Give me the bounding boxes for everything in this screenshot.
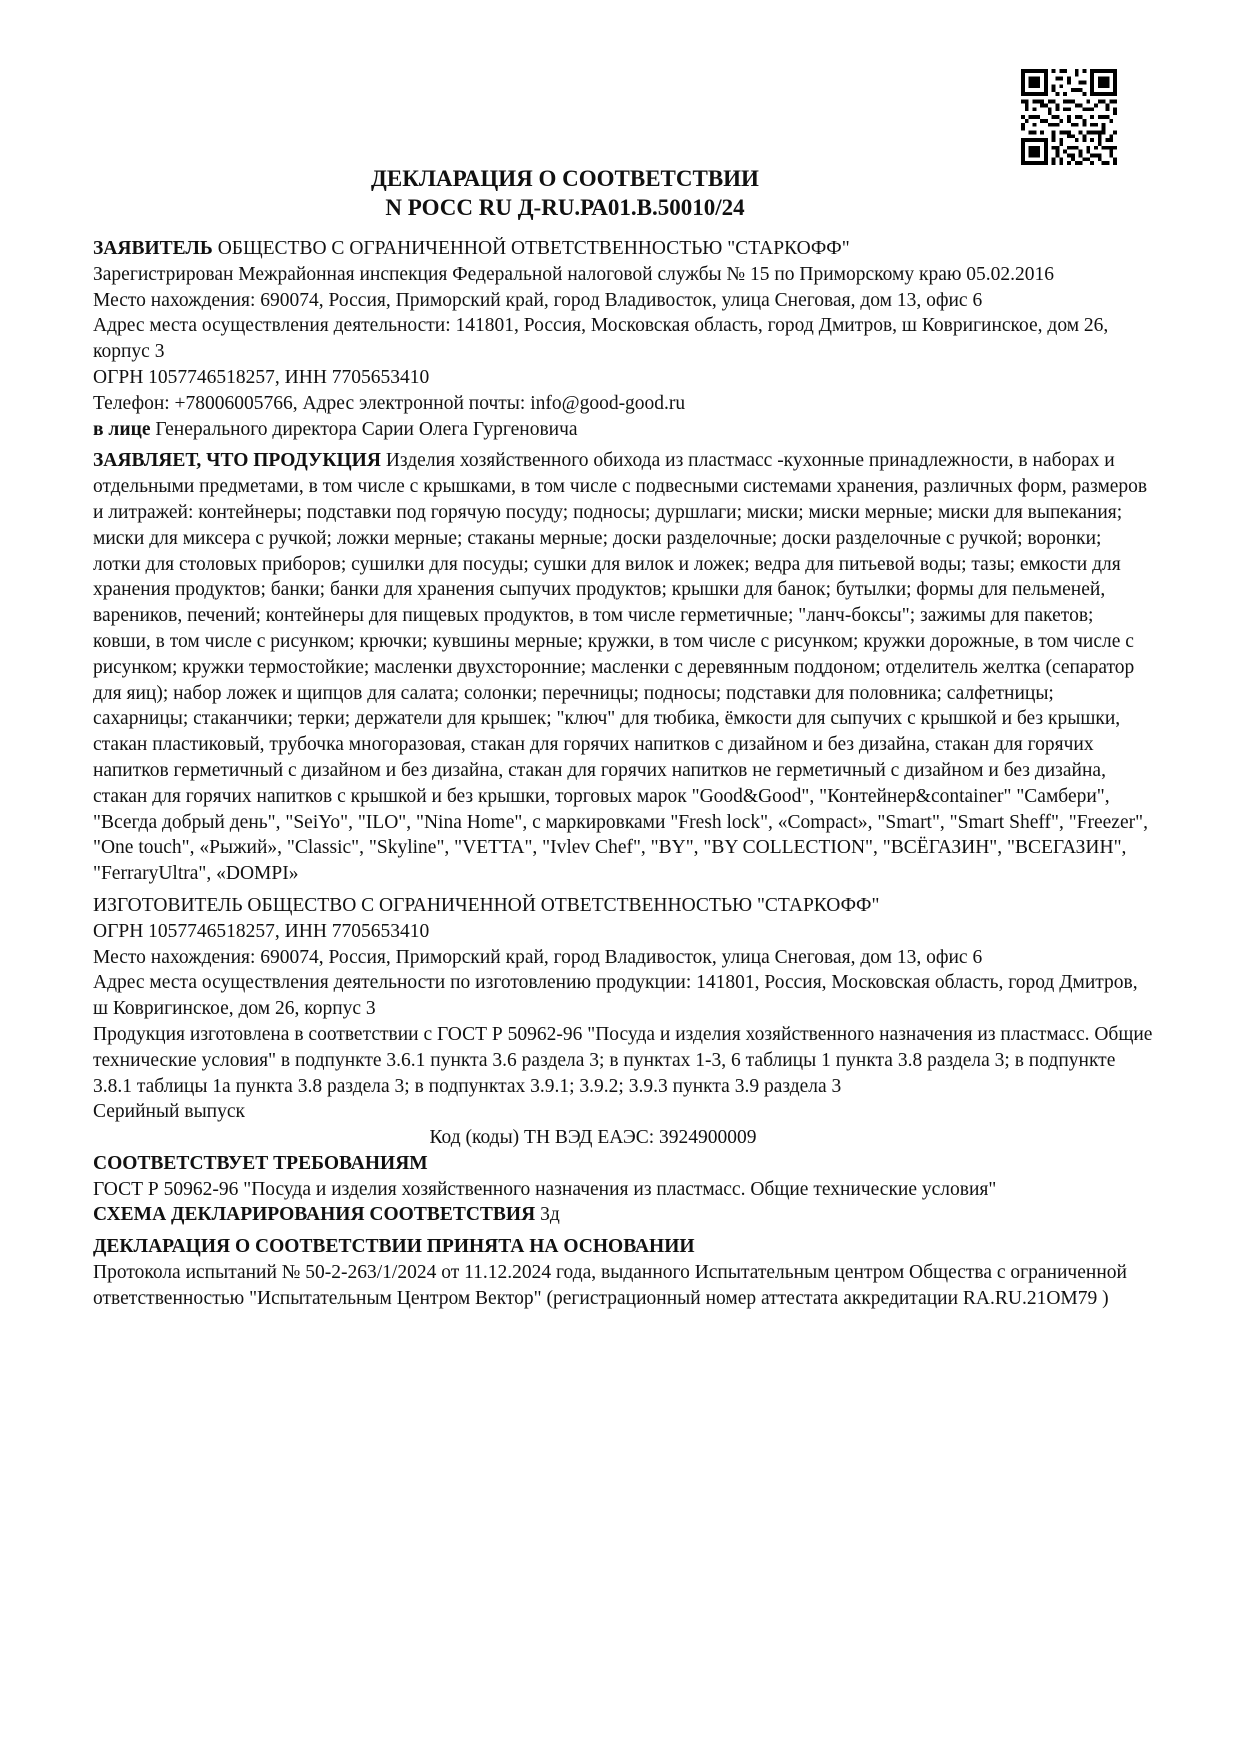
scheme-line bbox=[93, 1202, 1153, 1228]
applicant-represented bbox=[93, 417, 1153, 443]
declaration-title: ДЕКЛАРАЦИЯ О СООТВЕТСТВИИ bbox=[371, 166, 759, 191]
manufacturer-standard-compliance: Продукция изготовлена в соответствии с ГОСТ Р 50962-96 "Посуда и изделия хозяйственного назначения из пластмасс. Общие технические условия" в подпункте 3.6.1 пункта 3.6 раздела 3; в пунктах 1-3, 6 таблицы 1 пункта 3.8 раздела 3; в подпункте 3.8.1 таблицы 1а пункта 3.8 раздела 3; в подпунктах 3.9.1; 3.9.2; 3.9.3 пункта 3.9 раздела 3 bbox=[93, 1023, 1153, 1097]
requirements-label: СООТВЕТСТВУЕТ ТРЕБОВАНИЯМ bbox=[93, 1152, 428, 1174]
applicant-activity-address: Адрес места осуществления деятельности: 141801, Россия, Московская область, город Дмитров, ш Ковригинское, дом 26, корпус 3 bbox=[93, 315, 1109, 363]
tn-ved-code: Код (коды) ТН ВЭД ЕАЭС: 3924900009 bbox=[429, 1127, 757, 1149]
applicant-contacts: Телефон: +78006005766, Адрес электронной почты: info@good-good.ru bbox=[93, 392, 686, 414]
scheme-value: 3д bbox=[540, 1204, 560, 1226]
represented-label: в лице bbox=[93, 418, 151, 440]
applicant-label: ЗАЯВИТЕЛЬ bbox=[93, 238, 213, 259]
represented-by: Генерального директора Сарии Олега Гургеновича bbox=[155, 418, 578, 440]
manufacturer-ogrn-inn: ОГРН 1057746518257, ИНН 7705653410 bbox=[93, 920, 430, 942]
requirements-text: ГОСТ Р 50962-96 "Посуда и изделия хозяйственного назначения из пластмасс. Общие технические условия" bbox=[93, 1178, 997, 1200]
product-declaration bbox=[93, 448, 1153, 887]
scheme-label: СХЕМА ДЕКЛАРИРОВАНИЯ СООТВЕТСТВИЯ bbox=[93, 1204, 536, 1226]
basis-text: Протокола испытаний № 50-2-263/1/2024 от 11.12.2024 года, выданного Испытательным центром Общества с ограниченной ответственностью "Испытательным Центром Вектор" (регистрационный номер аттестата аккредитации RA.RU.21ОМ79 ) bbox=[93, 1262, 1127, 1309]
product-description: Изделия хозяйственного обихода из пластмасс -кухонные принадлежности, в наборах и отдельными предметами, в том числе с крышками, в том числе с подвесными системами хранения, различных форм, размеров и литражей: контейнеры; подставки под горячую посуду; подносы; дуршлаги; миски; миски мерные; миски для выпекания; миски для миксера с ручкой; ложки мерные; стаканы мерные; доски разделочные; доски разделочные с ручкой; воронки; лотки для столовых приборов; сушилки для посуды; сушки для вилок и ложек; ведра для питьевой воды; тазы; емкости для хранения продуктов; банки; банки для хранения сыпучих продуктов; крышки для банок; бутылки; формы для пельменей, вареников, печений; контейнеры для пищевых продуктов, в том числе герметичные; "ланч-боксы"; зажимы для пакетов; ковши, в том числе с рисунком; крючки; кувшины мерные; кружки, в том числе с рисунком; кружки дорожные, в том числе с рисунком; кружки термостойкие; масленки двухсторонние; масленки с деревянным поддоном; отделитель желтка (сепаратор для яиц); набор ложек и щипцов для салата; солонки; перечницы; подносы; подставки для половника; салфетницы; сахарницы; стаканчики; терки; держатели для крышек; "ключ" для тюбика, ёмкости для сыпучих с крышкой и без крышки, стакан пластиковый, трубочка многоразовая, стакан для горячих напитков с дизайном и без дизайна, стакан для горячих напитков герметичный с дизайном и без дизайна, стакан для горячих напитков не герметичный с дизайном и без дизайна, стакан для горячих напитков с крышкой и без крышки, торговых марок "Good&Good", "Контейнер&container" "Самбери", "Всегда добрый день", "SeiYo", "ILO", "Nina Home", с маркировками "Fresh lock", «Compact», "Smart", "Smart Sheff", "Freezer", "One touch", «Рыжий», "Classic", "Skyline", "VETTA", "Ivlev Chef", "BY", "BY COLLECTION", "ВСЁГАЗИН", "ВСЕГАЗИН", "FerraryUltra", «DOMPI» bbox=[93, 450, 1148, 885]
declaration-number: N РОСС RU Д-RU.РА01.В.50010/24 bbox=[385, 195, 745, 220]
declaration-body bbox=[93, 236, 1153, 1312]
applicant-location: Место нахождения: 690074, Россия, Приморский край, город Владивосток, улица Снеговая, дом 13, офис 6 bbox=[93, 289, 983, 311]
applicant-registration: Зарегистрирован Межрайонная инспекция Федеральной налоговой службы № 15 по Приморскому краю 05.02.2016 bbox=[93, 263, 1055, 285]
manufacturer-name: ИЗГОТОВИТЕЛЬ ОБЩЕСТВО С ОГРАНИЧЕННОЙ ОТВЕТСТВЕННОСТЬЮ "СТАРКОФФ" bbox=[93, 894, 880, 916]
applicant-ogrn-inn: ОГРН 1057746518257, ИНН 7705653410 bbox=[93, 366, 430, 388]
production-type: Серийный выпуск bbox=[93, 1101, 245, 1123]
applicant-name: ОБЩЕСТВО С ОГРАНИЧЕННОЙ ОТВЕТСТВЕННОСТЬЮ "СТАРКОФФ" bbox=[217, 238, 850, 259]
product-label: ЗАЯВЛЯЕТ, ЧТО ПРОДУКЦИЯ bbox=[93, 450, 381, 472]
manufacturer-production-address: Адрес места осуществления деятельности по изготовлению продукции: 141801, Россия, Московская область, город Дмитров, ш Ковригинское, дом 26, корпус 3 bbox=[93, 972, 1138, 1020]
manufacturer-location: Место нахождения: 690074, Россия, Приморский край, город Владивосток, улица Снеговая, дом 13, офис 6 bbox=[93, 946, 983, 968]
basis-label: ДЕКЛАРАЦИЯ О СООТВЕТСТВИИ ПРИНЯТА НА ОСНОВАНИИ bbox=[93, 1236, 695, 1258]
qr-code-icon bbox=[1021, 69, 1117, 165]
applicant-line bbox=[93, 236, 1153, 262]
